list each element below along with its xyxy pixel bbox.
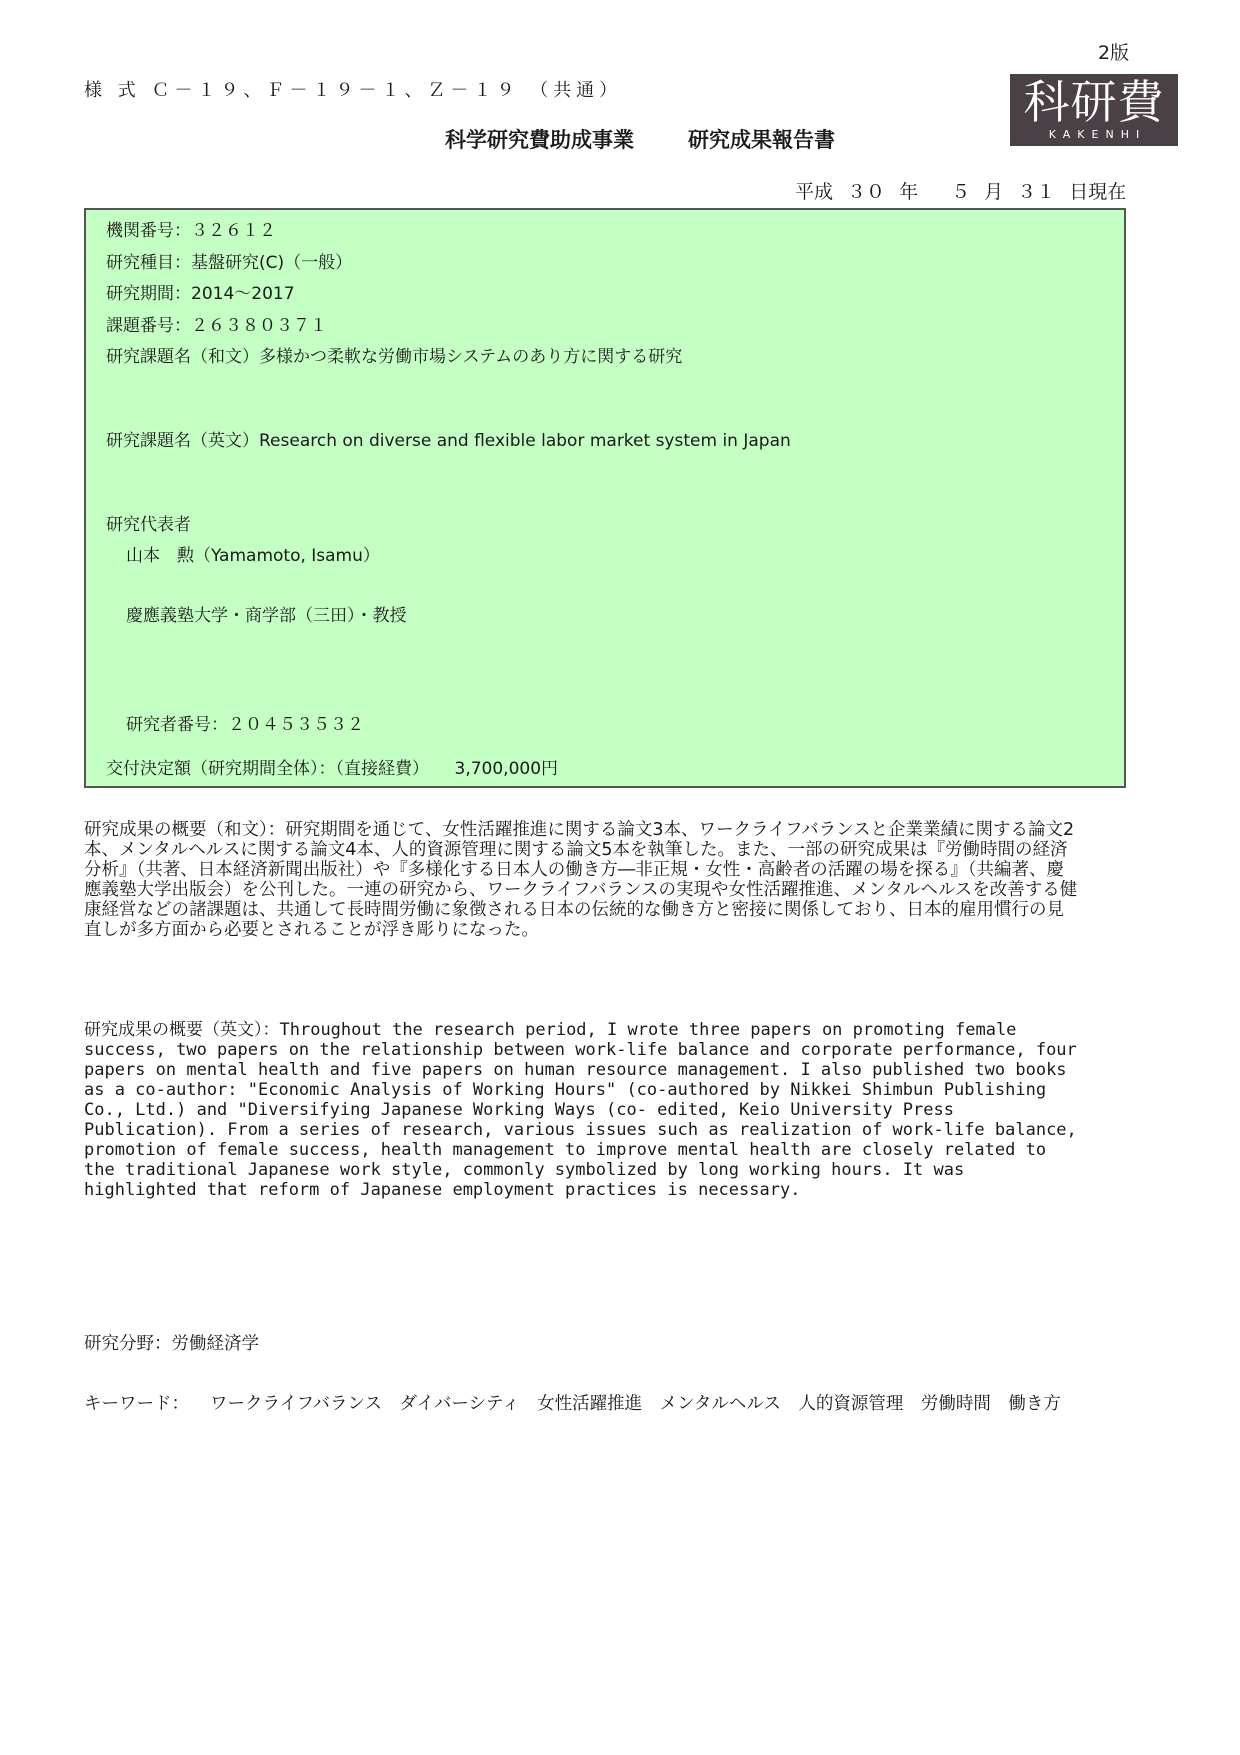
title-english: 研究課題名（英文）Research on diverse and flexible labor market system in Japan (106, 431, 791, 451)
representative-label: 研究代表者 (106, 515, 191, 535)
representative-name: 山本 勲（Yamamoto, Isamu） (126, 546, 380, 566)
logo-roman: KAKENHI (1048, 128, 1147, 141)
research-field: 研究分野：労働経済学 (84, 1334, 259, 1354)
summary-japanese: 研究成果の概要（和文）：研究期間を通じて、女性活躍推進に関する論文3本、ワークライフバランスと企業業績に関する論文2本、メンタルヘルスに関する論文4本、人的資源管理に関する論文5本を執筆した。また、一部の研究成果は『労働時間の経済分析』（共著、日本経済新聞出版社）や『多様化する日本人の働き方―非正規・女性・高齢者の活躍の場を探る』（共編著、慶應義塾大学出版会）を公刊した。一連の研究から、ワークライフバランスの実現や女性活躍推進、メンタルヘルスを改善する健康経営などの諸課題は、共通して長時間労働に象徴される日本の伝統的な働き方と密接に関係しており、日本的雇用慣行の見直しが多方面から必要とされることが浮き彫りになった。 (84, 820, 1078, 940)
research-period: 研究期間：2014～2017 (106, 284, 295, 304)
keywords (84, 1394, 1200, 1414)
project-info-box (84, 208, 1126, 788)
document-title (0, 124, 1240, 154)
representative-affiliation: 慶應義塾大学・商学部（三田）・教授 (126, 606, 407, 626)
title-report: 研究成果報告書 (688, 128, 835, 152)
institution-number: 機関番号：３２６１２ (106, 221, 276, 241)
logo-kanji: 科研費 (1023, 75, 1165, 129)
researcher-number: 研究者番号：２０４５３５３２ (126, 715, 364, 735)
project-number: 課題番号：２６３８０３７１ (106, 316, 327, 336)
grant-amount: 交付決定額（研究期間全体）：（直接経費） 3,700,000円 (106, 759, 559, 779)
edition-label: 2版 (1098, 42, 1130, 64)
keywords-list: ワークライフバランス ダイバーシティ 女性活躍推進 メンタルヘルス 人的資源管理 労働時間 働き方 (210, 1394, 1061, 1414)
summary-english: 研究成果の概要（英文）：Throughout the research period, I wrote three papers on promoting female success, two papers on the relationship between work-life balance and corporate performance, four papers on mental health and five papers on human resource management. I also published two books as a co-author: "Economic Analysis of Working Hours" (co-authored by Nikkei Shimbun Publishing Co., Ltd.) and "Diversifying Japanese Working Ways (co- edited, Keio University Press Publication). From a series of research, various issues such as realization of work-life balance, promotion of female success, health management to improve mental health are closely related to the traditional Japanese work style, commonly symbolized by long working hours. It was highlighted that reform of Japanese employment practices is necessary. (84, 1020, 1077, 1200)
form-code: 様 式 Ｃ－１９、Ｆ－１９－１、Ｚ－１９ （共通） (84, 80, 623, 101)
title-program: 科学研究費助成事業 (445, 128, 634, 152)
report-date: 平成 ３０ 年 ５ 月 ３１ 日現在 (795, 181, 1127, 203)
title-japanese: 研究課題名（和文）多様かつ柔軟な労働市場システムのあり方に関する研究 (106, 347, 683, 367)
research-category: 研究種目：基盤研究(C)（一般） (106, 253, 353, 273)
keywords-label: キーワード： (84, 1394, 189, 1414)
